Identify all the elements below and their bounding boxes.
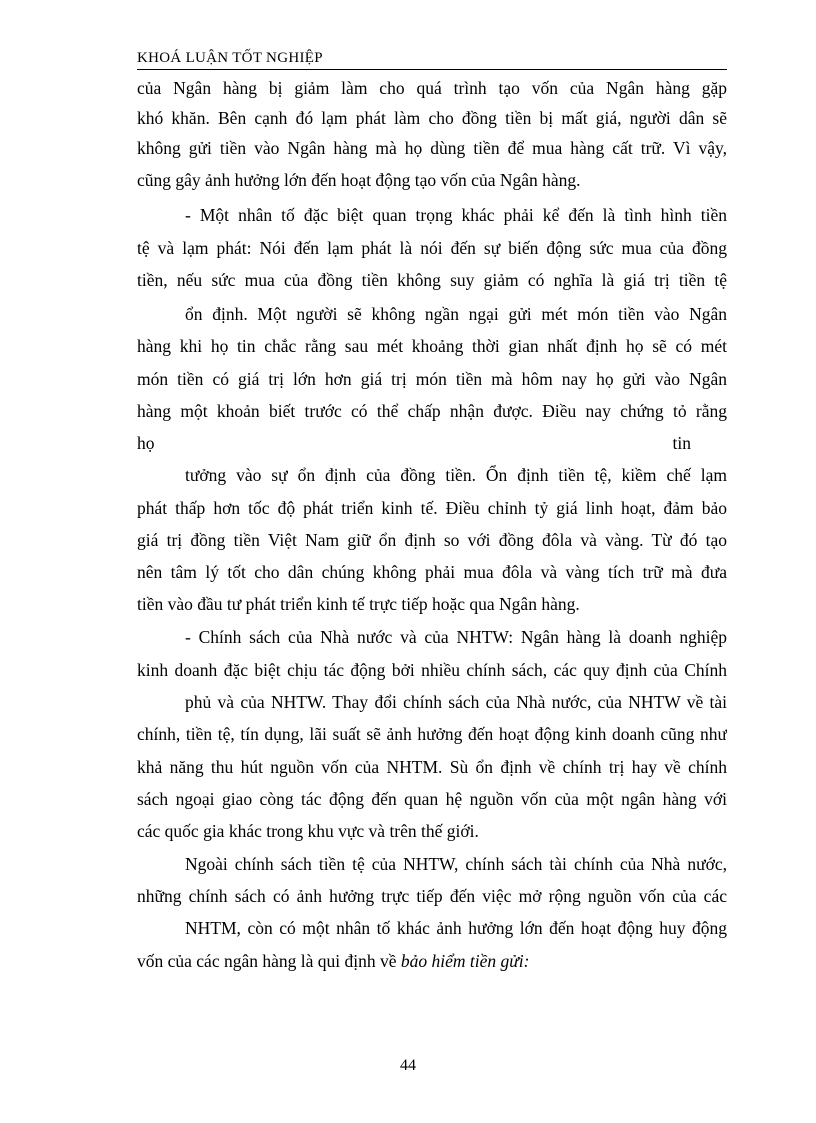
page-number: 44 <box>400 1057 416 1074</box>
text-line: tưởng vào sự ổn định của đồng tiền. Ổn định tiền tệ, kiềm chế lạm <box>185 465 727 485</box>
text-line: cũng gây ảnh hưởng lớn đến hoạt động tạo vốn của Ngân hàng. <box>137 170 581 190</box>
text-line: khả năng thu hút nguồn vốn của NHTM. Sù ổn định về chính trị hay về chính <box>137 757 727 777</box>
text-line: nên tâm lý tốt cho dân chúng không phải mua đôla và vàng tích trữ mà đưa <box>137 562 727 582</box>
text-line: kinh doanh đặc biệt chịu tác động bởi nhiều chính sách, các quy định của Chính <box>137 660 727 680</box>
text-line: ổn định. Một người sẽ không ngần ngại gửi mét món tiền vào Ngân <box>185 304 727 324</box>
page-header: KHOÁ LUẬN TỐT NGHIỆP <box>137 48 727 70</box>
text-line: - Một nhân tố đặc biệt quan trọng khác phải kể đến là tình hình tiền <box>185 205 727 225</box>
text-line: Ngoài chính sách tiền tệ của NHTW, chính sách tài chính của Nhà nước, <box>185 854 727 874</box>
text-line: khó khăn. Bên cạnh đó lạm phát làm cho đồng tiền bị mất giá, người dân sẽ <box>137 108 727 128</box>
text-line: - Chính sách của Nhà nước và của NHTW: Ngân hàng là doanh nghiệp <box>185 627 727 647</box>
text-line: tiền, nếu sức mua của đồng tiền không suy giảm có nghĩa là giá trị tiền tệ <box>137 270 727 290</box>
text-line: các quốc gia khác trong khu vực và trên thế giới. <box>137 821 479 841</box>
text-line: tiền vào đầu tư phát triển kinh tế trực tiếp hoặc qua Ngân hàng. <box>137 594 580 614</box>
text-line: hàng khi họ tin chắc rằng sau mét khoảng thời gian nhất định họ sẽ có mét <box>137 336 727 356</box>
text-line: giá trị đồng tiền Việt Nam giữ ổn định so với đồng đôla và vàng. Từ đó tạo <box>137 530 727 550</box>
text-line: món tiền có giá trị lớn hơn giá trị món tiền mà hôm nay họ gửi vào Ngân <box>137 369 727 389</box>
text-line: sách ngoại giao còng tác động đến quan hệ nguồn vốn của một ngân hàng với <box>137 789 727 809</box>
text-line: phát thấp hơn tốc độ phát triển kinh tế. Điều chỉnh tỷ giá linh hoạt, đảm bảo <box>137 498 727 518</box>
text-line: chính, tiền tệ, tín dụng, lãi suất sẽ ảnh hưởng đến hoạt động kinh doanh cũng như <box>137 724 727 744</box>
text-line: NHTM, còn có một nhân tố khác ảnh hưởng lớn đến hoạt động huy động <box>185 918 727 938</box>
text-italic-emphasis: bảo hiểm tiền gửi: <box>400 951 530 971</box>
text-line: không gửi tiền vào Ngân hàng mà họ dùng tiền để mua hàng cất trữ. Vì vậy, <box>137 138 727 158</box>
text-line: phủ và của NHTW. Thay đổi chính sách của Nhà nước, của NHTW về tài <box>185 692 727 712</box>
text-line-last <box>137 949 530 973</box>
text-line: hàng một khoản biết trước có thể chấp nhận được. Điều nay chứng tỏ rằng <box>137 401 727 421</box>
text-line: họ tin <box>137 433 691 453</box>
text-line: những chính sách có ảnh hưởng trực tiếp đến việc mở rộng nguồn vốn của các <box>137 886 727 906</box>
text-line: của Ngân hàng bị giảm làm cho quá trình tạo vốn của Ngân hàng gặp <box>137 78 727 98</box>
text-line: tệ và lạm phát: Nói đến lạm phát là nói đến sự biến động sức mua của đồng <box>137 238 727 258</box>
text-plain: vốn của các ngân hàng là qui định về <box>137 951 397 971</box>
